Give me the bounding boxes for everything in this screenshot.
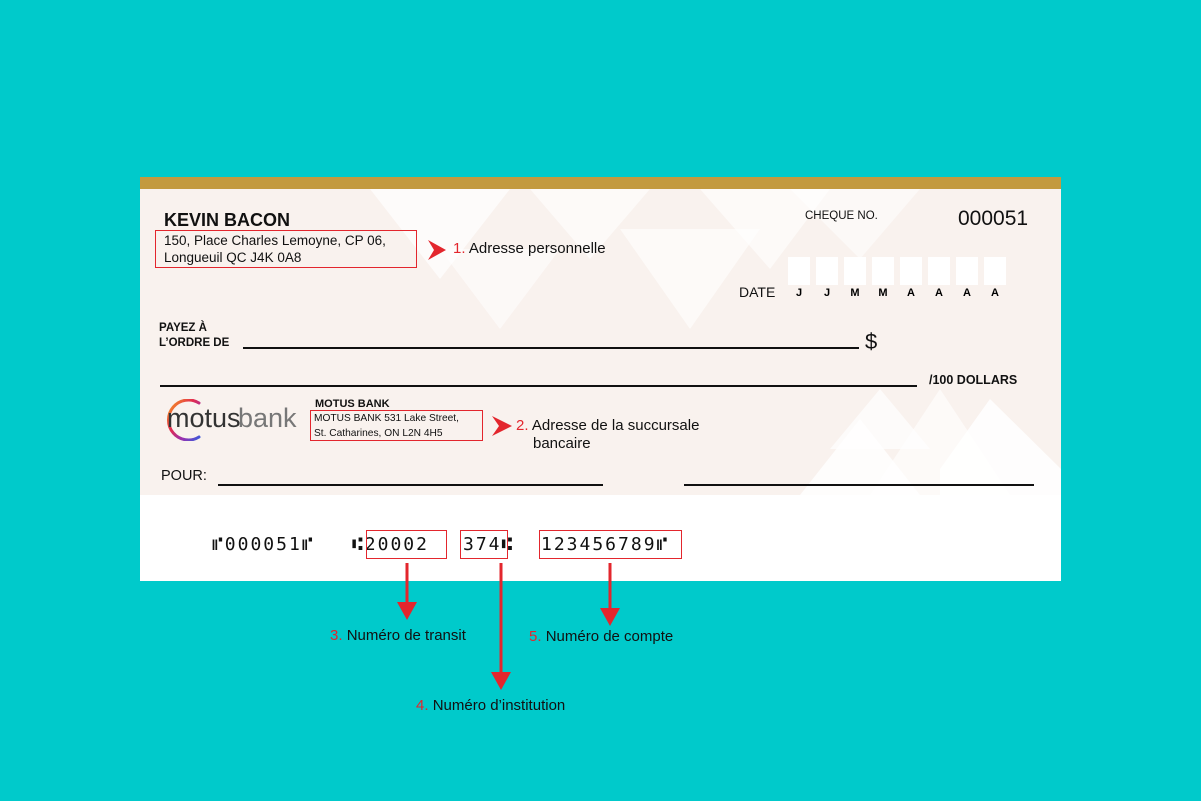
callout-text: Numéro de compte	[545, 628, 674, 645]
arrow-down-icon	[491, 563, 511, 690]
micr-institution-number: 374⑆	[463, 534, 515, 555]
date-label: DATE	[739, 284, 776, 300]
date-box	[928, 257, 950, 285]
pay-to-label-line2: L’ORDRE DE	[159, 337, 230, 349]
dollars-label: /100 DOLLARS	[929, 373, 1018, 387]
pay-to-label-line1: PAYEZ À	[159, 322, 207, 334]
cheque-no-label: CHEQUE NO.	[805, 210, 878, 222]
account-holder-name: KEVIN BACON	[164, 210, 291, 230]
holder-address-line1: 150, Place Charles Lemoyne, CP 06,	[164, 233, 386, 248]
bank-address-line2: St. Catharines, ON L2N 4H5	[314, 428, 443, 439]
holder-address-line2: Longueuil QC J4K 0A8	[164, 250, 302, 265]
date-letter: J	[795, 287, 803, 299]
callout-number: 1.	[453, 240, 466, 257]
amount-words-line	[160, 385, 917, 387]
callout-text: Adresse personnelle	[468, 240, 606, 257]
date-letter: M	[850, 287, 860, 299]
callout-number: 4.	[416, 697, 429, 714]
signature-line	[684, 484, 1034, 486]
callout-transit-number	[330, 627, 466, 644]
date-letter: M	[878, 287, 888, 299]
callout-text: Numéro d’institution	[432, 697, 566, 714]
bank-logo	[159, 399, 307, 441]
micr-account-number: 123456789⑈	[541, 534, 670, 555]
micr-cheque-number: ⑈000051⑈	[212, 534, 315, 555]
memo-label: POUR:	[161, 468, 207, 484]
date-box	[872, 257, 894, 285]
date-box	[844, 257, 866, 285]
cheque-top-band	[140, 177, 1061, 189]
bank-address-highlight	[310, 410, 483, 441]
callout-branch-address-line2: bancaire	[533, 435, 591, 452]
cheque-number: 000051	[958, 207, 1029, 230]
callout-text: Adresse de la succursale	[531, 417, 700, 434]
bank-logo-suffix: bank	[238, 403, 297, 433]
holder-address-highlight	[155, 230, 417, 268]
callout-branch-address	[516, 417, 699, 434]
callout-institution-number	[416, 697, 565, 714]
date-letter: A	[991, 287, 999, 299]
memo-line	[218, 484, 603, 486]
callout-text: Numéro de transit	[346, 627, 466, 644]
date-letter: J	[823, 287, 831, 299]
callout-personal-address	[453, 240, 606, 257]
date-box	[788, 257, 810, 285]
bank-address-line1: MOTUS BANK 531 Lake Street,	[314, 413, 459, 424]
date-box	[816, 257, 838, 285]
institution-highlight	[460, 530, 508, 559]
callout-number: 3.	[330, 627, 343, 644]
date-letter: A	[963, 287, 971, 299]
dollar-sign: $	[865, 329, 878, 354]
date-box	[956, 257, 978, 285]
payee-line	[243, 347, 859, 349]
account-highlight	[539, 530, 682, 559]
date-box	[900, 257, 922, 285]
bank-name: MOTUS BANK	[315, 398, 390, 410]
date-box	[984, 257, 1006, 285]
callout-number: 2.	[516, 417, 529, 434]
callout-number: 5.	[529, 628, 542, 645]
date-letter: A	[935, 287, 943, 299]
date-letter: A	[907, 287, 915, 299]
micr-transit-number: ⑆20002	[352, 534, 429, 555]
callout-account-number	[529, 628, 673, 645]
cheque	[140, 177, 1061, 581]
bank-logo-prefix: motus	[167, 403, 241, 433]
transit-highlight	[366, 530, 447, 559]
